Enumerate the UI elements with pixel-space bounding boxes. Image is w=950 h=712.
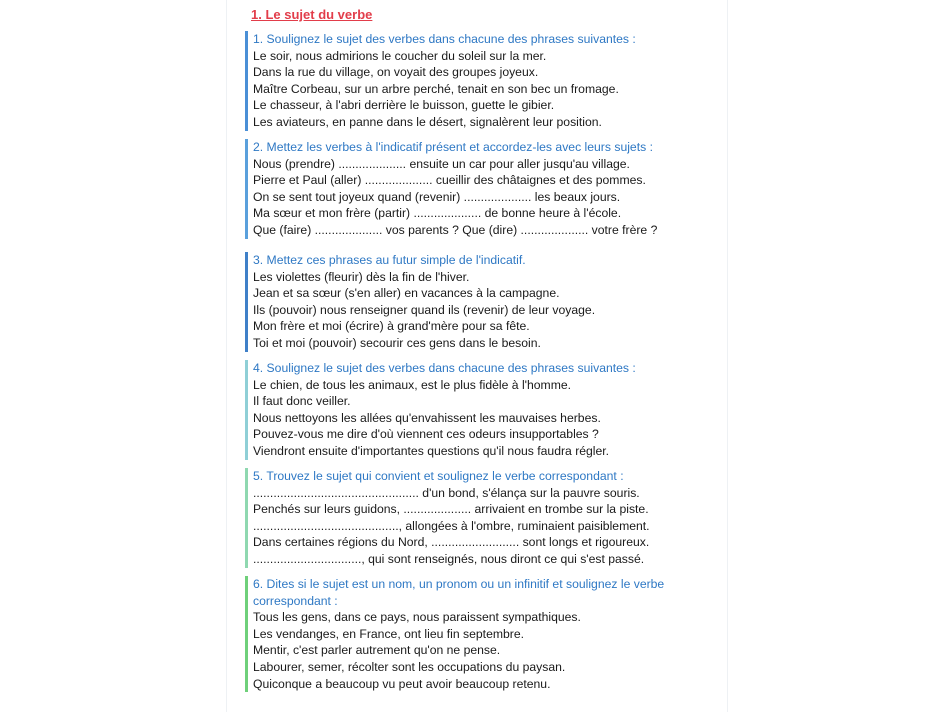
exercise-line: Il faut donc veiller.: [253, 394, 351, 409]
exercise-line: Ils (pouvoir) nous renseigner quand ils (revenir) de leur voyage.: [253, 302, 596, 317]
exercise-line: Quiconque a beaucoup vu peut avoir beaucoup retenu.: [253, 676, 551, 691]
exercise-line: Tous les gens, dans ce pays, nous paraissent sympathiques.: [253, 610, 581, 625]
exercise-line: Viendront ensuite d'importantes questions qu'il nous faudra régler.: [253, 443, 610, 458]
exercise-line: Mentir, c'est parler autrement qu'on ne pense.: [253, 643, 501, 658]
exercise-line: ..........................................., allongées à l'ombre, ruminaient paisiblement.: [253, 518, 650, 533]
exercise-heading: 2. Mettez les verbes à l'indicatif présent et accordez-les avec leurs sujets :: [253, 140, 653, 154]
exercise-heading: 5. Trouvez le sujet qui convient et soulignez le verbe correspondant :: [253, 469, 624, 483]
exercise-line: Mon frère et moi (écrire) à grand'mère pour sa fête.: [253, 319, 530, 334]
exercise-heading: 4. Soulignez le sujet des verbes dans chacune des phrases suivantes :: [253, 361, 636, 375]
exercise-3: [245, 252, 715, 352]
exercise-1: [245, 31, 715, 131]
exercise-line: Penchés sur leurs guidons, .................... arrivaient en trombe sur la piste.: [253, 502, 649, 517]
exercise-6: [245, 576, 715, 692]
exercise-line: Les aviateurs, en panne dans le désert, signalèrent leur position.: [253, 114, 602, 129]
exercise-5: [245, 468, 715, 568]
exercise-line: Nous (prendre) .................... ensuite un car pour aller jusqu'au village.: [253, 156, 630, 171]
exercise-heading: 1. Soulignez le sujet des verbes dans chacune des phrases suivantes :: [253, 32, 636, 46]
exercise-line: Labourer, semer, récolter sont les occupations du paysan.: [253, 659, 566, 674]
exercise-line: Ma sœur et mon frère (partir) .................... de bonne heure à l'école.: [253, 206, 622, 221]
exercise-line: Maître Corbeau, sur un arbre perché, tenait en son bec un fromage.: [253, 81, 619, 96]
exercise-line: Que (faire) .................... vos parents ? Que (dire) .................... votre frère ?: [253, 222, 658, 237]
exercise-line: Les vendanges, en France, ont lieu fin septembre.: [253, 626, 524, 641]
exercise-2: [245, 139, 715, 239]
exercise-line: Nous nettoyons les allées qu'envahissent les mauvaises herbes.: [253, 410, 601, 425]
exercise-line: ................................, qui sont renseignés, nous diront ce qui s'est passé.: [253, 551, 645, 566]
exercise-heading: 3. Mettez ces phrases au futur simple de l'indicatif.: [253, 253, 526, 267]
exercise-line: Dans certaines régions du Nord, .......................... sont longs et rigoureux.: [253, 535, 650, 550]
exercise-line: Jean et sa sœur (s'en aller) en vacances à la campagne.: [253, 286, 560, 301]
exercise-line: ................................................. d'un bond, s'élança sur la pauvre souris.: [253, 485, 640, 500]
exercise-4: [245, 360, 715, 460]
exercise-heading: 6. Dites si le sujet est un nom, un pronom ou un infinitif et soulignez le verbe correspondant :: [253, 577, 665, 608]
exercise-line: Dans la rue du village, on voyait des groupes joyeux.: [253, 65, 539, 80]
exercise-line: On se sent tout joyeux quand (revenir) .................... les beaux jours.: [253, 189, 621, 204]
exercise-line: Les violettes (fleurir) dès la fin de l'hiver.: [253, 269, 470, 284]
exercise-line: Pouvez-vous me dire d'où viennent ces odeurs insupportables ?: [253, 427, 599, 442]
exercise-line: Le soir, nous admirions le coucher du soleil sur la mer.: [253, 48, 547, 63]
worksheet-page: [226, 0, 728, 712]
exercise-line: Le chasseur, à l'abri derrière le buisson, guette le gibier.: [253, 98, 555, 113]
exercise-line: Pierre et Paul (aller) .................... cueillir des châtaignes et des pommes.: [253, 173, 646, 188]
exercise-line: Le chien, de tous les animaux, est le plus fidèle à l'homme.: [253, 377, 572, 392]
exercise-line: Toi et moi (pouvoir) secourir ces gens dans le besoin.: [253, 335, 541, 350]
page-title: 1. Le sujet du verbe: [251, 7, 373, 22]
